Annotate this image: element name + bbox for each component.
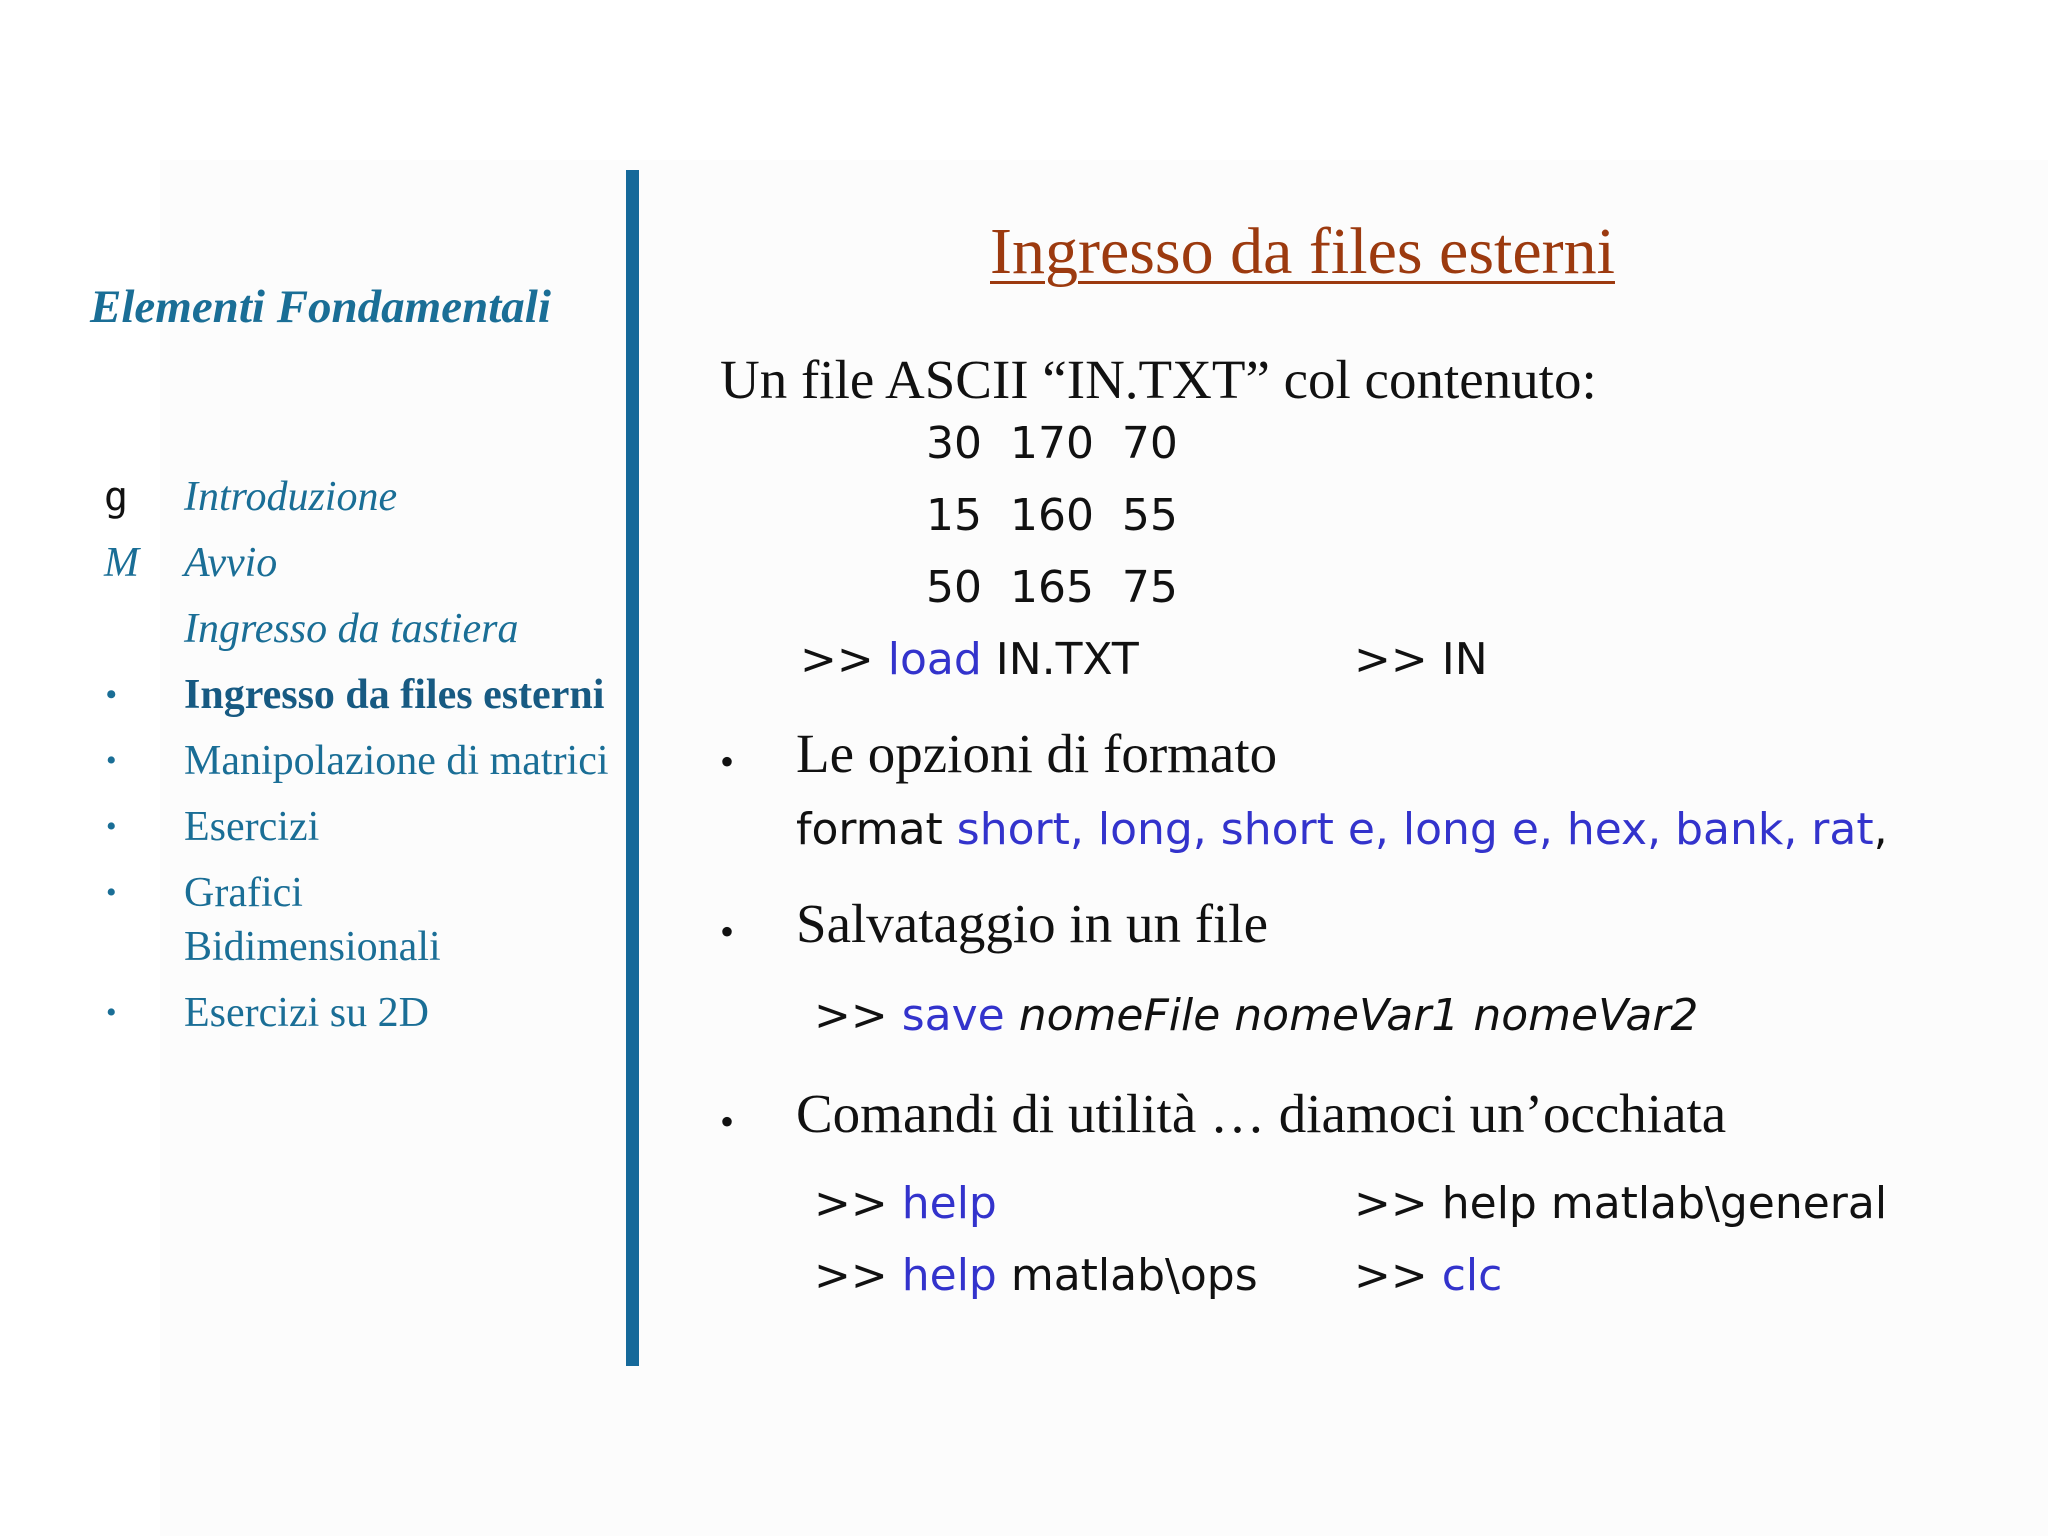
slide-title: Ingresso da files esterni [990,215,1615,288]
save-command [814,990,1698,1041]
format-command [796,804,1888,855]
load-command [800,634,1139,685]
file-row: 50 165 75 [926,562,1178,613]
prompt: >> [800,634,888,685]
prompt: >> [814,1250,902,1301]
clc-command [1354,1250,1502,1301]
toc-label: Manipolazione di matrici [184,738,609,784]
format-trail: , [1873,804,1888,855]
help-ops-command [814,1250,1258,1301]
toc-item-esercizi-2d[interactable] [100,986,620,1040]
vertical-divider [626,170,639,1366]
load-arg: IN.TXT [981,634,1139,685]
bullet-icon: • [106,678,117,711]
help-general-arg: help matlab\general [1441,1178,1888,1229]
bullet-icon: • [720,909,735,954]
format-word: format [796,804,957,855]
table-of-contents [100,470,620,1052]
toc-label: Avvio [184,540,278,586]
prompt: >> [814,1178,902,1229]
prompt: >> [814,990,902,1041]
bullet-icon: • [106,876,117,909]
file-row: 15 160 55 [926,490,1178,541]
toc-item-ingresso-files[interactable] [100,668,620,722]
bullet-icon: • [720,739,735,784]
toc-item-esercizi[interactable] [100,800,620,854]
bullet-icon: • [720,1099,735,1144]
toc-item-grafici[interactable] [100,866,484,974]
clc-keyword: clc [1441,1250,1503,1301]
help-general-command [1354,1178,1887,1229]
toc-marker: M [104,540,139,586]
util-heading: Comandi di utilità … diamoci un’occhiata [796,1083,1727,1144]
prompt: >> [1354,1250,1442,1301]
save-args: nomeFile nomeVar1 nomeVar2 [1004,990,1699,1041]
toc-item-manipolazione[interactable] [100,734,620,788]
help-ops-keyword: help [901,1250,997,1301]
help-ops-arg: matlab\ops [996,1250,1258,1301]
toc-label: Esercizi [184,804,320,850]
help-command [814,1178,997,1229]
toc-label: Grafici Bidimensionali [184,870,441,970]
file-row: 30 170 70 [926,418,1178,469]
toc-label: Ingresso da tastiera [184,606,519,652]
in-command: >> IN [1354,634,1488,685]
bullet-icon: • [106,996,117,1029]
toc-item-ingresso-tastiera[interactable] [100,602,620,656]
toc-marker: g [104,474,129,520]
intro-text: Un file ASCII “IN.TXT” col contenuto: [720,349,1597,410]
format-options: short, long, short e, long e, hex, bank, rat [956,804,1874,855]
sidebar-title: Elementi Fondamentali [90,281,551,333]
save-keyword: save [901,990,1005,1041]
toc-item-avvio[interactable] [100,536,620,590]
bullet-icon: • [106,810,117,843]
toc-label: Ingresso da files esterni [184,672,605,718]
toc-label: Introduzione [184,474,398,520]
toc-label: Esercizi su 2D [184,990,429,1036]
format-heading: Le opzioni di formato [796,723,1278,784]
save-heading: Salvataggio in un file [796,893,1268,954]
toc-item-introduzione[interactable] [100,470,620,524]
help-keyword: help [901,1178,997,1229]
prompt: >> [1354,1178,1442,1229]
load-keyword: load [887,634,982,685]
bullet-icon: • [106,744,117,777]
